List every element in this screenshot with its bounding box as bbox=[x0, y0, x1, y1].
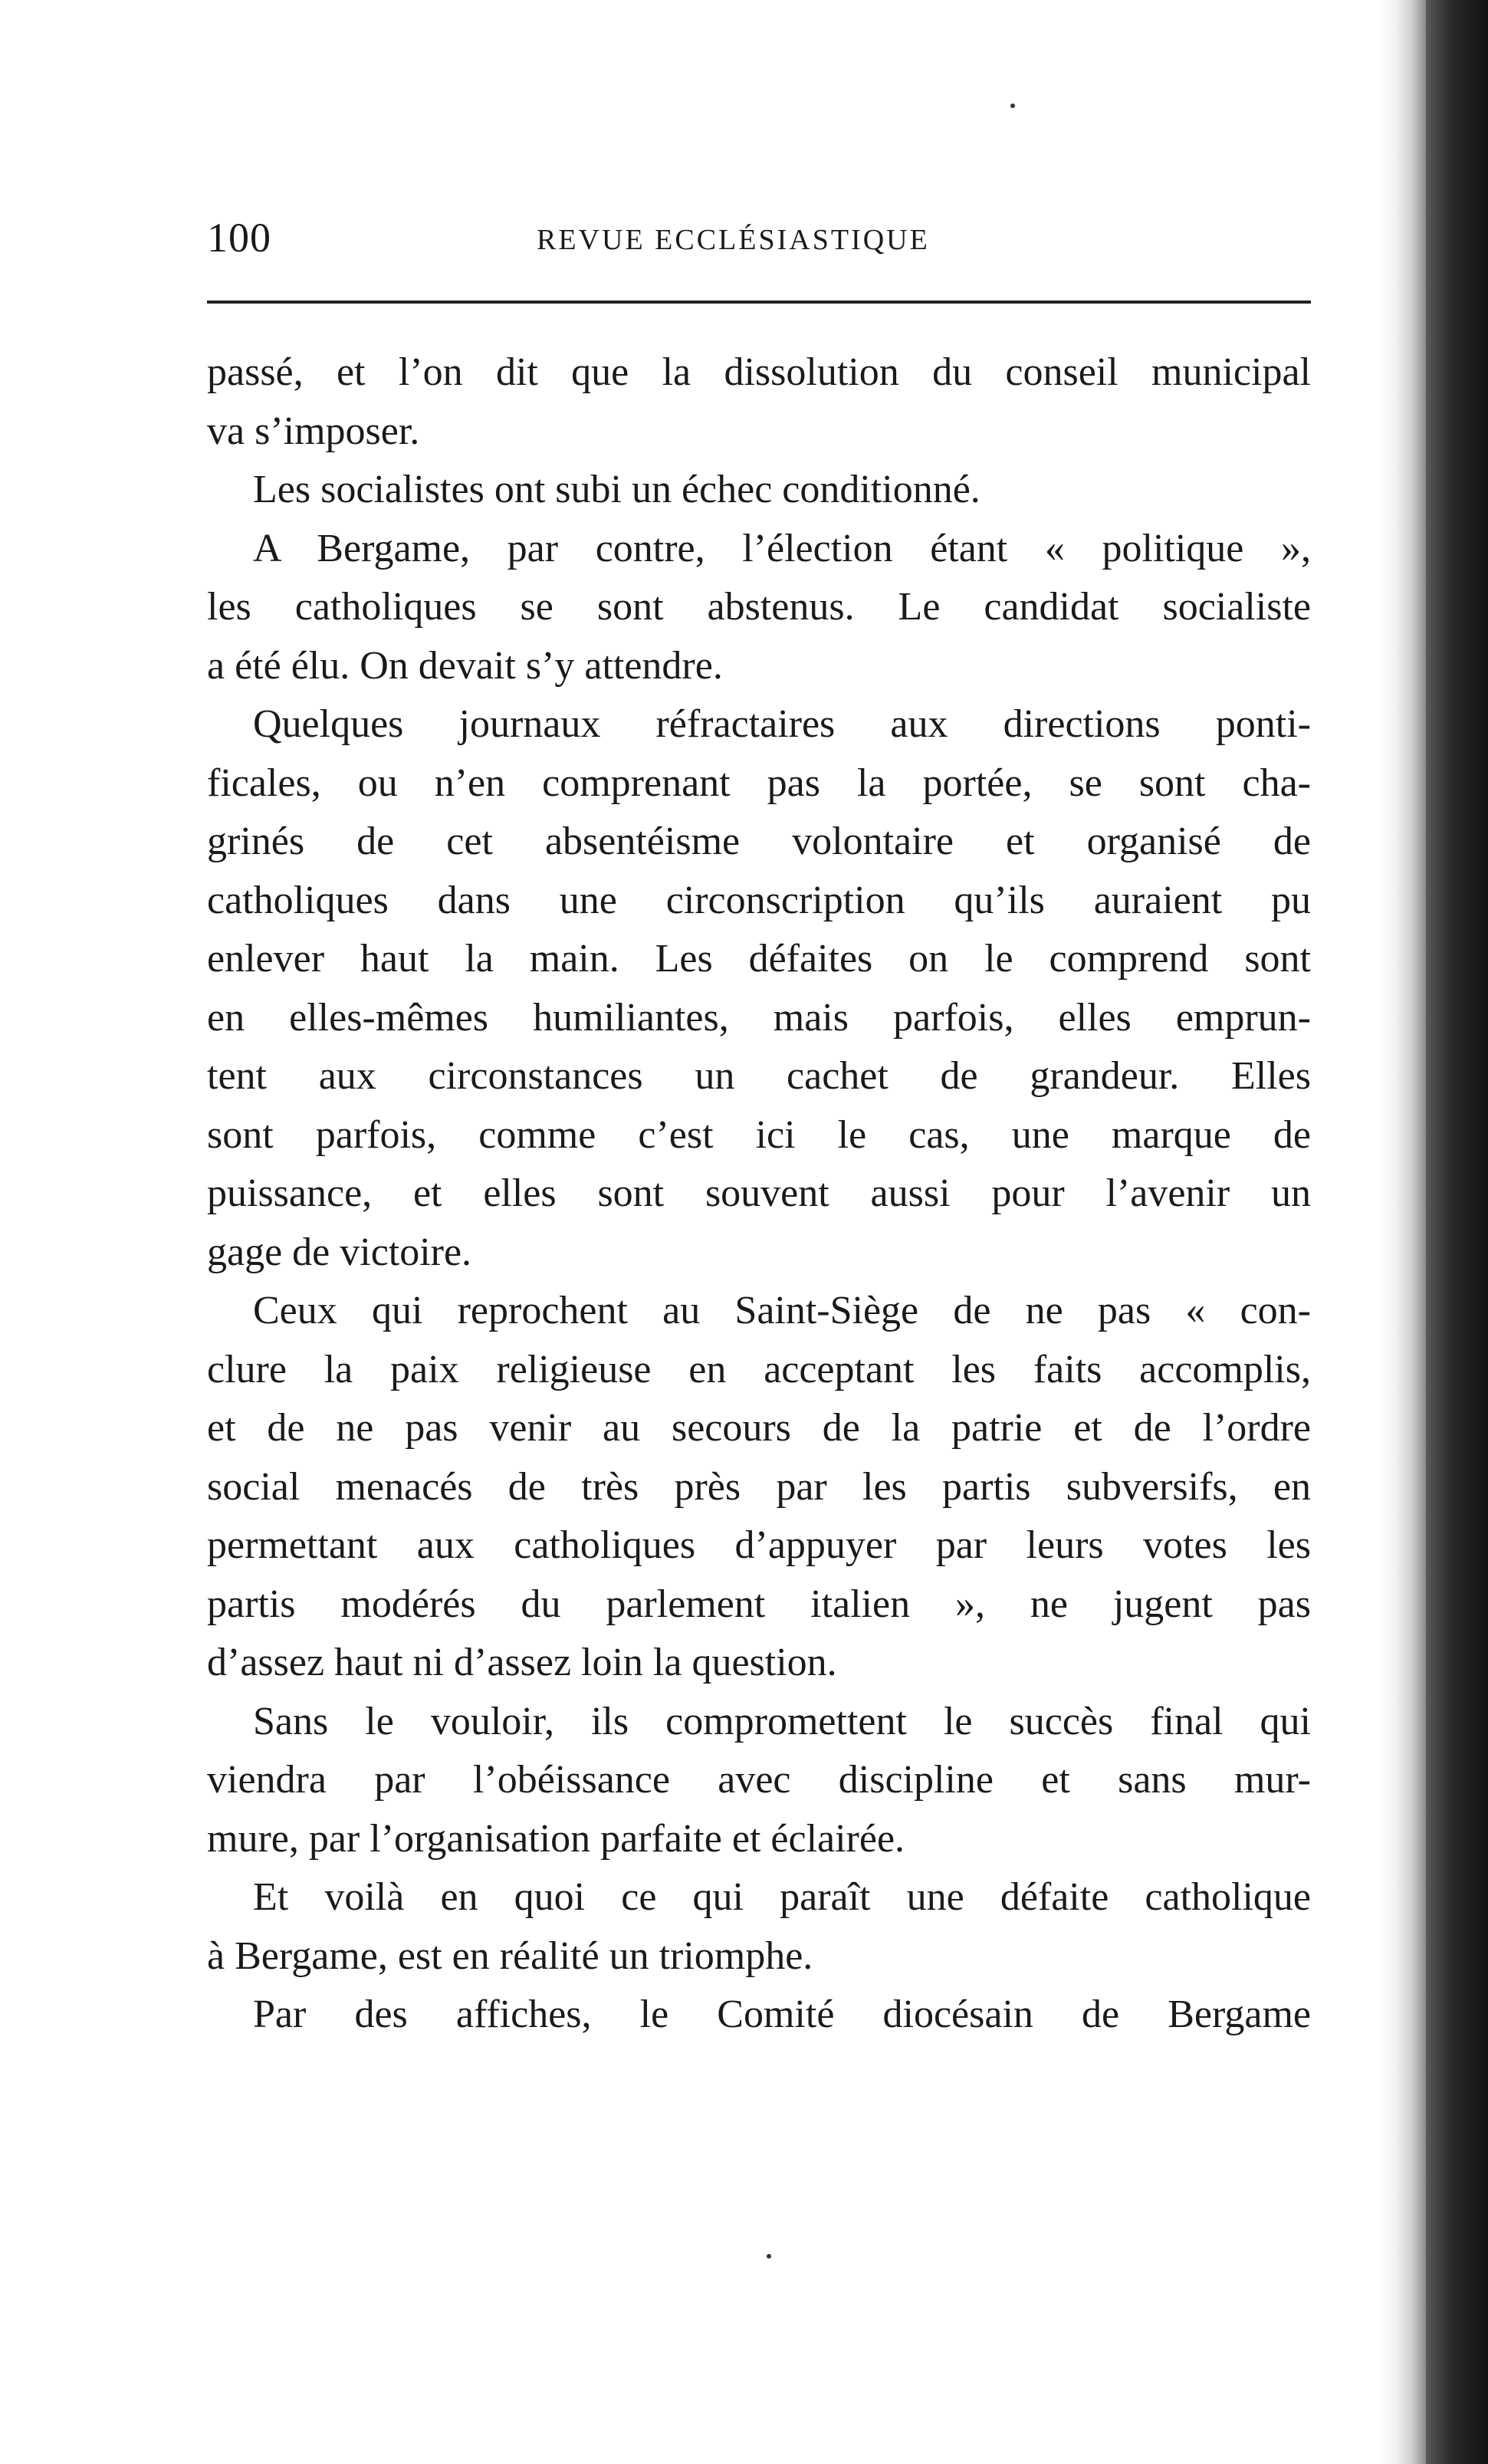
text-line: et de ne pas venir au secours de la patrie et de l’ordre bbox=[207, 1406, 1311, 1450]
text-line: Et voilà en quoi ce qui paraît une défaite catholique bbox=[253, 1875, 1311, 1919]
binding-edge bbox=[1380, 0, 1426, 2464]
body-text bbox=[207, 343, 1311, 2045]
running-title: REVUE ECCLÉSIASTIQUE bbox=[537, 224, 930, 256]
text-line: ficales, ou n’en comprenant pas la portée, se sont cha- bbox=[207, 761, 1311, 805]
text-line: gage de victoire. bbox=[207, 1230, 472, 1274]
text-line: va s’imposer. bbox=[207, 409, 420, 453]
text-line: a été élu. On devait s’y attendre. bbox=[207, 643, 723, 688]
text-line: partis modérés du parlement italien », ne jugent pas bbox=[207, 1582, 1311, 1626]
text-line: clure la paix religieuse en acceptant les faits accomplis, bbox=[207, 1347, 1311, 1391]
page-header bbox=[207, 207, 1311, 268]
text-line: enlever haut la main. Les défaites on le comprend sont bbox=[207, 937, 1311, 981]
text-line: permettant aux catholiques d’appuyer par leurs votes les bbox=[207, 1523, 1311, 1567]
text-line: puissance, et elles sont souvent aussi pour l’avenir un bbox=[207, 1171, 1311, 1215]
text-line: sont parfois, comme c’est ici le cas, une marque de bbox=[207, 1112, 1311, 1157]
scan-speck bbox=[1010, 103, 1015, 108]
text-line: à Bergame, est en réalité un triomphe. bbox=[207, 1933, 813, 1978]
binding-shadow bbox=[1426, 0, 1488, 2464]
text-line: catholiques dans une circonscription qu’ils auraient pu bbox=[207, 878, 1311, 922]
text-line: Quelques journaux réfractaires aux directions ponti- bbox=[253, 702, 1311, 746]
page-number: 100 bbox=[207, 215, 271, 261]
text-line: tent aux circonstances un cachet de grandeur. Elles bbox=[207, 1054, 1311, 1098]
text-line: d’assez haut ni d’assez loin la question. bbox=[207, 1641, 837, 1684]
text-line: Ceux qui reprochent au Saint-Siège de ne pas « con- bbox=[253, 1289, 1311, 1332]
text-line: en elles-mêmes humiliantes, mais parfois, elles emprun- bbox=[207, 995, 1311, 1040]
text-line: social menacés de très près par les partis subversifs, en bbox=[207, 1464, 1311, 1509]
header-rule bbox=[207, 301, 1311, 304]
text-line: Par des affiches, le Comité diocésain de Bergame bbox=[253, 1993, 1311, 2036]
text-line: A Bergame, par contre, l’élection étant « politique », bbox=[253, 526, 1311, 570]
text-line: les catholiques se sont abstenus. Le candidat socialiste bbox=[207, 585, 1311, 629]
text-line: passé, et l’on dit que la dissolution du conseil municipal bbox=[207, 350, 1311, 394]
text-line: grinés de cet absentéisme volontaire et organisé de bbox=[207, 820, 1311, 863]
scan-speck bbox=[767, 2254, 771, 2259]
text-line: Les socialistes ont subi un échec conditionné. bbox=[253, 468, 981, 511]
text-line: mure, par l’organisation parfaite et éclairée. bbox=[207, 1816, 905, 1861]
text-line: Sans le vouloir, ils compromettent le succès final qui bbox=[253, 1699, 1311, 1743]
text-line: viendra par l’obéissance avec discipline et sans mur- bbox=[207, 1758, 1311, 1802]
